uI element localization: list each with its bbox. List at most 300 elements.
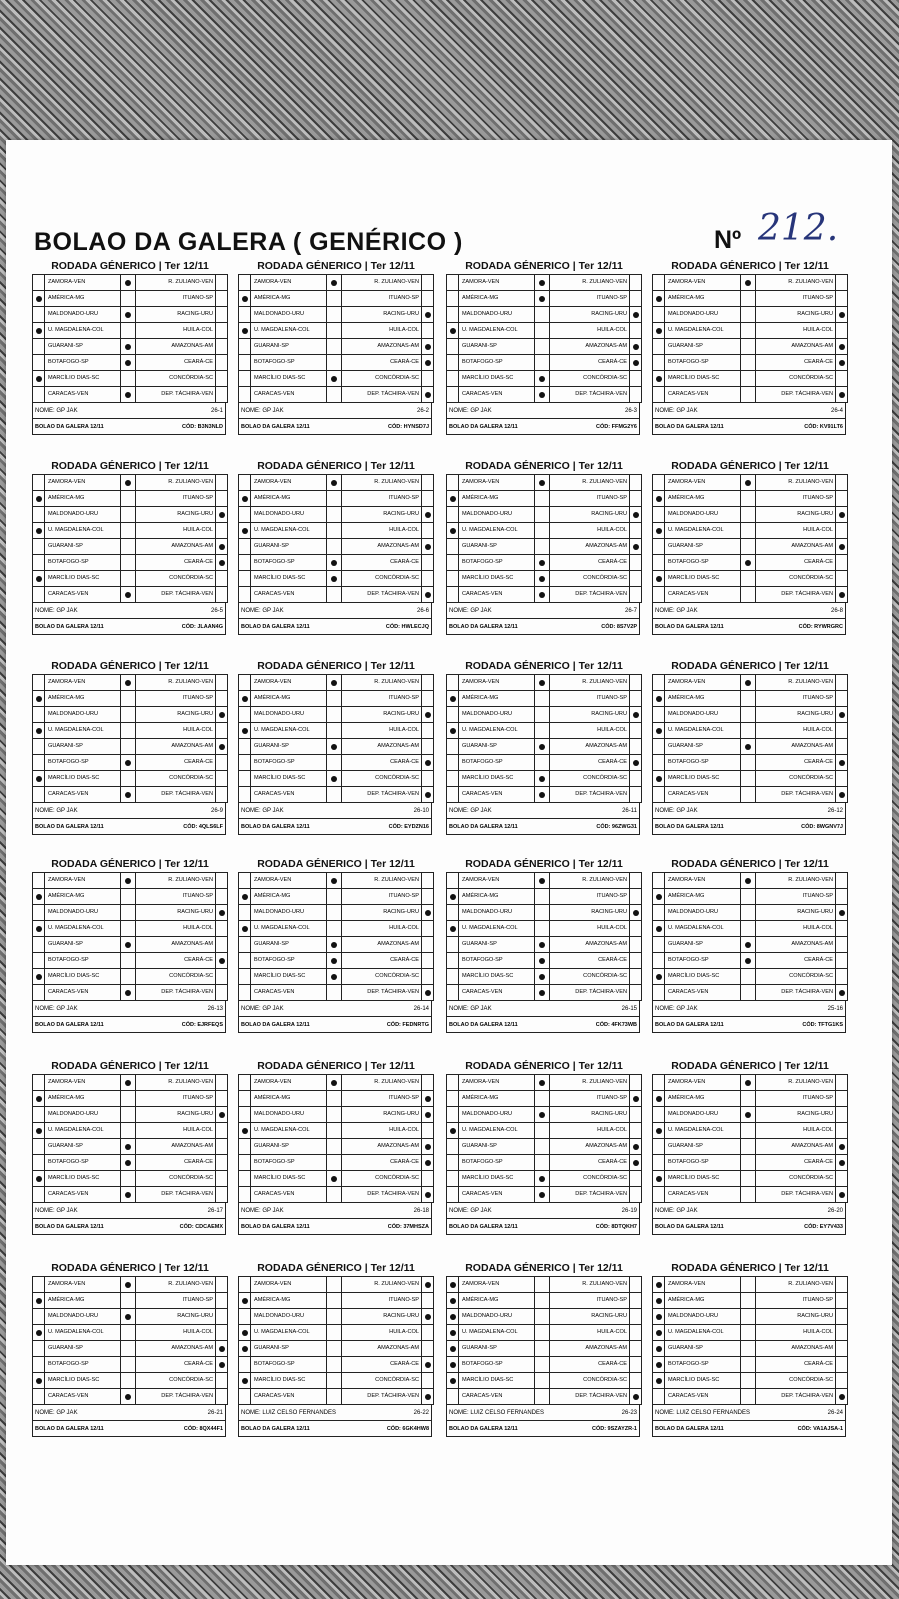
ticket-card — [238, 1058, 434, 1238]
pick-mark — [36, 696, 42, 702]
match-row — [447, 1389, 641, 1404]
away-team: AMAZONAS-AM — [377, 743, 419, 749]
home-pick-cell — [447, 739, 459, 754]
home-team: AMÉRICA-MG — [251, 691, 327, 706]
home-team: GUARANI-SP — [251, 339, 327, 354]
pick-mark — [745, 1112, 751, 1118]
away-pick-cell — [421, 1357, 433, 1372]
away-pick-cell — [215, 1171, 227, 1186]
pick-mark — [745, 958, 751, 964]
away-pick-cell — [835, 889, 847, 904]
home-team: ZAMORA-VEN — [251, 275, 327, 290]
away-pick-cell — [215, 905, 227, 920]
home-team: AMÉRICA-MG — [45, 691, 121, 706]
pick-mark — [425, 592, 431, 598]
card-name-row — [32, 603, 226, 619]
home-pick-cell — [653, 1389, 665, 1404]
draw-pick-cell — [121, 1341, 136, 1356]
card-header: RODADA GÉNERICO | Ter 12/11 — [257, 460, 415, 472]
match-row — [653, 323, 847, 339]
home-pick-cell — [447, 921, 459, 936]
home-team: BOTAFOGO-SP — [665, 555, 741, 570]
away-team: CEARÁ-CE — [184, 1361, 213, 1367]
away-team: CONCÓRDIA-SC — [789, 575, 833, 581]
pick-mark — [36, 1378, 42, 1384]
match-row — [239, 355, 433, 371]
draw-pick-cell — [327, 953, 342, 968]
away-pick-cell — [629, 491, 641, 506]
away-pick-cell — [421, 1107, 433, 1122]
home-team: GUARANI-SP — [459, 739, 535, 754]
away-pick-cell — [835, 555, 847, 570]
away-team: R. ZULIANO-VEN — [582, 877, 627, 883]
player-name: NOME: GP JAK — [35, 1409, 78, 1416]
home-pick-cell — [653, 355, 665, 370]
away-pick-cell — [835, 539, 847, 554]
draw-pick-cell — [741, 691, 756, 706]
away-pick-cell — [629, 571, 641, 586]
home-team: AMÉRICA-MG — [459, 1091, 535, 1106]
home-team: MALDONADO-URU — [665, 507, 741, 522]
match-row — [653, 387, 847, 402]
away-pick-cell — [215, 675, 227, 690]
match-row — [239, 905, 433, 921]
match-row — [33, 755, 227, 771]
home-pick-cell — [447, 1389, 459, 1404]
away-pick-cell — [629, 969, 641, 984]
ticket-number: 26-11 — [622, 807, 637, 814]
draw-pick-cell — [741, 985, 756, 1000]
card-name-row — [238, 1203, 432, 1219]
home-pick-cell — [239, 371, 251, 386]
draw-pick-cell — [741, 1309, 756, 1324]
match-row — [239, 691, 433, 707]
home-team: BOTAFOGO-SP — [459, 755, 535, 770]
home-pick-cell — [447, 889, 459, 904]
pick-mark — [656, 1298, 662, 1304]
draw-pick-cell — [741, 1075, 756, 1090]
footer-label: BOLAO DA GALERA 12/11 — [241, 823, 310, 830]
card-name-row — [238, 1001, 432, 1017]
ticket-code: CÓD: KV91LT6 — [804, 423, 843, 430]
draw-pick-cell — [121, 889, 136, 904]
draw-pick-cell — [741, 937, 756, 952]
match-row — [33, 873, 227, 889]
draw-pick-cell — [535, 771, 550, 786]
home-pick-cell — [33, 937, 45, 952]
draw-pick-cell — [121, 1187, 136, 1202]
home-team: U. MAGDALENA-COL — [45, 1325, 121, 1340]
away-pick-cell — [835, 1091, 847, 1106]
away-pick-cell — [421, 691, 433, 706]
card-name-row — [652, 1001, 846, 1017]
match-row — [239, 969, 433, 985]
draw-pick-cell — [741, 587, 756, 602]
home-team: CARACAS-VEN — [459, 1389, 535, 1404]
home-team: MARCÍLIO DIAS-SC — [45, 969, 121, 984]
ticket-number: 26-5 — [210, 607, 223, 614]
home-team: CARACAS-VEN — [459, 1187, 535, 1202]
home-team: MALDONADO-URU — [251, 1309, 327, 1324]
draw-pick-cell — [741, 1139, 756, 1154]
home-pick-cell — [33, 275, 45, 290]
pick-mark — [633, 544, 639, 550]
pick-mark — [656, 1314, 662, 1320]
footer-label: BOLAO DA GALERA 12/11 — [655, 1223, 724, 1230]
ticket-code: CÓD: RYWRGRC — [798, 623, 843, 630]
away-team: R. ZULIANO-VEN — [374, 1079, 419, 1085]
home-pick-cell — [653, 1155, 665, 1170]
home-pick-cell — [33, 1107, 45, 1122]
pick-mark — [539, 1112, 545, 1118]
ticket-number: 26-18 — [413, 1207, 429, 1214]
draw-pick-cell — [741, 339, 756, 354]
away-pick-cell — [835, 1123, 847, 1138]
home-pick-cell — [239, 905, 251, 920]
draw-pick-cell — [327, 985, 342, 1000]
card-header: RODADA GÉNERICO | Ter 12/11 — [465, 1060, 623, 1072]
draw-pick-cell — [327, 523, 342, 538]
match-row — [33, 1357, 227, 1373]
ticket-number: 26-20 — [827, 1207, 843, 1214]
away-team: DEP. TÁCHIRA-VEN — [575, 791, 627, 797]
pick-mark — [839, 344, 845, 350]
home-pick-cell — [653, 1123, 665, 1138]
footer-label: BOLAO DA GALERA 12/11 — [35, 1425, 104, 1432]
away-pick-cell — [215, 1293, 227, 1308]
home-team: MALDONADO-URU — [251, 507, 327, 522]
player-name: NOME: GP JAK — [655, 407, 698, 414]
away-pick-cell — [215, 1091, 227, 1106]
home-team: AMÉRICA-MG — [459, 491, 535, 506]
away-pick-cell — [835, 1357, 847, 1372]
pick-mark — [539, 974, 545, 980]
card-footer — [446, 1421, 640, 1437]
ticket-card — [446, 458, 642, 638]
match-row — [447, 555, 641, 571]
home-team: AMÉRICA-MG — [665, 691, 741, 706]
away-team: CONCÓRDIA-SC — [789, 973, 833, 979]
card-header: RODADA GÉNERICO | Ter 12/11 — [465, 460, 623, 472]
away-pick-cell — [421, 571, 433, 586]
draw-pick-cell — [535, 1389, 550, 1404]
match-row — [33, 475, 227, 491]
pick-mark — [839, 910, 845, 916]
draw-pick-cell — [327, 291, 342, 306]
match-row — [33, 675, 227, 691]
home-team: CARACAS-VEN — [45, 587, 121, 602]
match-row — [653, 985, 847, 1000]
home-team: MARCÍLIO DIAS-SC — [665, 969, 741, 984]
away-pick-cell — [629, 371, 641, 386]
home-team: BOTAFOGO-SP — [665, 953, 741, 968]
pick-mark — [36, 894, 42, 900]
match-row — [33, 491, 227, 507]
pick-mark — [36, 1176, 42, 1182]
away-pick-cell — [421, 475, 433, 490]
away-pick-cell — [835, 571, 847, 586]
away-team: CONCÓRDIA-SC — [375, 973, 419, 979]
match-grid — [446, 872, 642, 1001]
away-team: CONCÓRDIA-SC — [375, 1377, 419, 1383]
footer-label: BOLAO DA GALERA 12/11 — [655, 1021, 724, 1028]
away-pick-cell — [835, 507, 847, 522]
home-team: ZAMORA-VEN — [459, 1075, 535, 1090]
home-pick-cell — [33, 1187, 45, 1202]
draw-pick-cell — [121, 587, 136, 602]
home-team: AMÉRICA-MG — [459, 291, 535, 306]
match-row — [447, 1091, 641, 1107]
away-team: ITUANO-SP — [802, 695, 833, 701]
match-row — [239, 921, 433, 937]
away-pick-cell — [629, 507, 641, 522]
pick-mark — [36, 376, 42, 382]
home-team: AMÉRICA-MG — [251, 291, 327, 306]
away-team: RACING-URU — [797, 311, 833, 317]
ticket-code: CÓD: HWLECJQ — [385, 623, 429, 630]
match-row — [653, 1107, 847, 1123]
pick-mark — [36, 926, 42, 932]
away-team: DEP. TÁCHIRA-VEN — [781, 591, 833, 597]
draw-pick-cell — [741, 755, 756, 770]
home-pick-cell — [239, 1277, 251, 1292]
match-row — [653, 739, 847, 755]
draw-pick-cell — [327, 475, 342, 490]
pick-mark — [125, 1394, 131, 1400]
home-team: MARCÍLIO DIAS-SC — [45, 371, 121, 386]
pick-mark — [242, 1378, 248, 1384]
player-name: NOME: LUIZ CELSO FERNANDES — [241, 1409, 337, 1416]
card-footer — [652, 419, 846, 435]
away-team: R. ZULIANO-VEN — [374, 279, 419, 285]
away-team: R. ZULIANO-VEN — [788, 479, 833, 485]
away-pick-cell — [215, 1309, 227, 1324]
home-pick-cell — [653, 523, 665, 538]
home-team: MARCÍLIO DIAS-SC — [665, 771, 741, 786]
away-pick-cell — [421, 307, 433, 322]
home-team: U. MAGDALENA-COL — [251, 523, 327, 538]
away-pick-cell — [835, 873, 847, 888]
match-row — [653, 475, 847, 491]
home-pick-cell — [653, 1187, 665, 1202]
home-pick-cell — [653, 1357, 665, 1372]
draw-pick-cell — [535, 1341, 550, 1356]
home-team: CARACAS-VEN — [251, 387, 327, 402]
match-row — [33, 1293, 227, 1309]
home-pick-cell — [239, 1373, 251, 1388]
ticket-card — [238, 458, 434, 638]
card-header: RODADA GÉNERICO | Ter 12/11 — [671, 1262, 829, 1274]
home-team: BOTAFOGO-SP — [251, 555, 327, 570]
home-team: ZAMORA-VEN — [459, 275, 535, 290]
draw-pick-cell — [327, 1107, 342, 1122]
away-team: ITUANO-SP — [388, 1095, 419, 1101]
home-team: MARCÍLIO DIAS-SC — [665, 1373, 741, 1388]
match-grid — [238, 674, 434, 803]
draw-pick-cell — [121, 387, 136, 402]
away-team: CONCÓRDIA-SC — [169, 973, 213, 979]
away-pick-cell — [215, 339, 227, 354]
away-pick-cell — [629, 787, 641, 802]
away-team: ITUANO-SP — [388, 495, 419, 501]
home-team: BOTAFOGO-SP — [665, 1357, 741, 1372]
pick-mark — [539, 280, 545, 286]
away-team: RACING-URU — [177, 311, 213, 317]
away-pick-cell — [629, 1091, 641, 1106]
card-header: RODADA GÉNERICO | Ter 12/11 — [257, 1262, 415, 1274]
draw-pick-cell — [535, 787, 550, 802]
home-pick-cell — [447, 475, 459, 490]
match-row — [239, 491, 433, 507]
home-team: BOTAFOGO-SP — [251, 1357, 327, 1372]
pick-mark — [656, 926, 662, 932]
draw-pick-cell — [535, 491, 550, 506]
draw-pick-cell — [741, 275, 756, 290]
pick-mark — [425, 1160, 431, 1166]
away-pick-cell — [421, 523, 433, 538]
away-team: AMAZONAS-AM — [791, 343, 833, 349]
away-team: R. ZULIANO-VEN — [168, 679, 213, 685]
pick-mark — [539, 1192, 545, 1198]
away-pick-cell — [835, 1325, 847, 1340]
away-pick-cell — [629, 905, 641, 920]
card-header: RODADA GÉNERICO | Ter 12/11 — [51, 260, 209, 272]
home-team: U. MAGDALENA-COL — [45, 523, 121, 538]
away-team: CEARÁ-CE — [804, 1159, 833, 1165]
match-grid — [652, 274, 848, 403]
player-name: NOME: GP JAK — [449, 1207, 492, 1214]
away-team: R. ZULIANO-VEN — [582, 679, 627, 685]
draw-pick-cell — [741, 889, 756, 904]
home-pick-cell — [239, 873, 251, 888]
home-team: CARACAS-VEN — [251, 1187, 327, 1202]
match-row — [33, 291, 227, 307]
card-name-row — [32, 803, 226, 819]
draw-pick-cell — [741, 1187, 756, 1202]
home-pick-cell — [239, 555, 251, 570]
away-team: RACING-URU — [177, 711, 213, 717]
pick-mark — [125, 1192, 131, 1198]
away-team: DEP. TÁCHIRA-VEN — [781, 1191, 833, 1197]
match-row — [653, 787, 847, 802]
player-name: NOME: GP JAK — [449, 1005, 492, 1012]
away-pick-cell — [835, 1389, 847, 1404]
match-row — [33, 507, 227, 523]
pick-mark — [425, 760, 431, 766]
home-pick-cell — [653, 921, 665, 936]
home-pick-cell — [33, 371, 45, 386]
ticket-number: 26-14 — [413, 1005, 429, 1012]
home-pick-cell — [653, 953, 665, 968]
home-team: BOTAFOGO-SP — [665, 1155, 741, 1170]
match-row — [33, 323, 227, 339]
ticket-number: 26-15 — [621, 1005, 637, 1012]
away-team: HUILA-COL — [597, 1127, 627, 1133]
away-pick-cell — [835, 323, 847, 338]
match-row — [447, 523, 641, 539]
draw-pick-cell — [741, 291, 756, 306]
away-team: HUILA-COL — [183, 327, 213, 333]
away-pick-cell — [629, 1373, 641, 1388]
match-row — [653, 723, 847, 739]
match-grid — [652, 1074, 848, 1203]
match-row — [239, 1325, 433, 1341]
pick-mark — [425, 910, 431, 916]
home-pick-cell — [653, 539, 665, 554]
away-pick-cell — [215, 953, 227, 968]
match-row — [239, 985, 433, 1000]
home-pick-cell — [653, 1341, 665, 1356]
home-team: AMÉRICA-MG — [665, 491, 741, 506]
away-team: R. ZULIANO-VEN — [788, 679, 833, 685]
away-team: ITUANO-SP — [182, 1095, 213, 1101]
home-team: GUARANI-SP — [665, 339, 741, 354]
away-team: AMAZONAS-AM — [585, 1345, 627, 1351]
home-team: U. MAGDALENA-COL — [459, 323, 535, 338]
home-pick-cell — [653, 755, 665, 770]
home-team: CARACAS-VEN — [45, 985, 121, 1000]
match-row — [653, 1187, 847, 1202]
draw-pick-cell — [121, 985, 136, 1000]
home-team: MALDONADO-URU — [459, 1309, 535, 1324]
draw-pick-cell — [741, 1341, 756, 1356]
match-row — [33, 523, 227, 539]
pick-mark — [331, 1176, 337, 1182]
away-pick-cell — [215, 921, 227, 936]
pick-mark — [331, 942, 337, 948]
away-team: CEARÁ-CE — [184, 559, 213, 565]
home-team: U. MAGDALENA-COL — [459, 723, 535, 738]
away-team: CONCÓRDIA-SC — [375, 1175, 419, 1181]
pick-mark — [450, 926, 456, 932]
card-footer — [238, 619, 432, 635]
home-pick-cell — [33, 475, 45, 490]
home-pick-cell — [33, 675, 45, 690]
away-pick-cell — [421, 723, 433, 738]
away-pick-cell — [835, 921, 847, 936]
away-team: HUILA-COL — [597, 1329, 627, 1335]
away-pick-cell — [421, 1123, 433, 1138]
footer-label: BOLAO DA GALERA 12/11 — [449, 423, 518, 430]
ticket-code: CÓD: B3N3NLD — [182, 423, 223, 430]
pick-mark — [839, 760, 845, 766]
home-team: MARCÍLIO DIAS-SC — [459, 571, 535, 586]
away-team: CEARÁ-CE — [184, 957, 213, 963]
match-grid — [32, 474, 228, 603]
card-header: RODADA GÉNERICO | Ter 12/11 — [51, 858, 209, 870]
card-header: RODADA GÉNERICO | Ter 12/11 — [257, 1060, 415, 1072]
away-pick-cell — [215, 323, 227, 338]
away-team: RACING-URU — [177, 1111, 213, 1117]
home-team: BOTAFOGO-SP — [45, 1155, 121, 1170]
home-team: GUARANI-SP — [45, 739, 121, 754]
footer-label: BOLAO DA GALERA 12/11 — [35, 423, 104, 430]
match-row — [653, 1123, 847, 1139]
pick-mark — [839, 1394, 845, 1400]
card-footer — [32, 419, 226, 435]
home-pick-cell — [33, 707, 45, 722]
match-row — [33, 723, 227, 739]
pick-mark — [539, 1080, 545, 1086]
home-pick-cell — [653, 491, 665, 506]
pick-mark — [242, 1346, 248, 1352]
pick-mark — [219, 1112, 225, 1118]
home-pick-cell — [447, 291, 459, 306]
away-team: ITUANO-SP — [596, 695, 627, 701]
ticket-card — [446, 856, 642, 1036]
draw-pick-cell — [121, 787, 136, 802]
home-pick-cell — [653, 969, 665, 984]
